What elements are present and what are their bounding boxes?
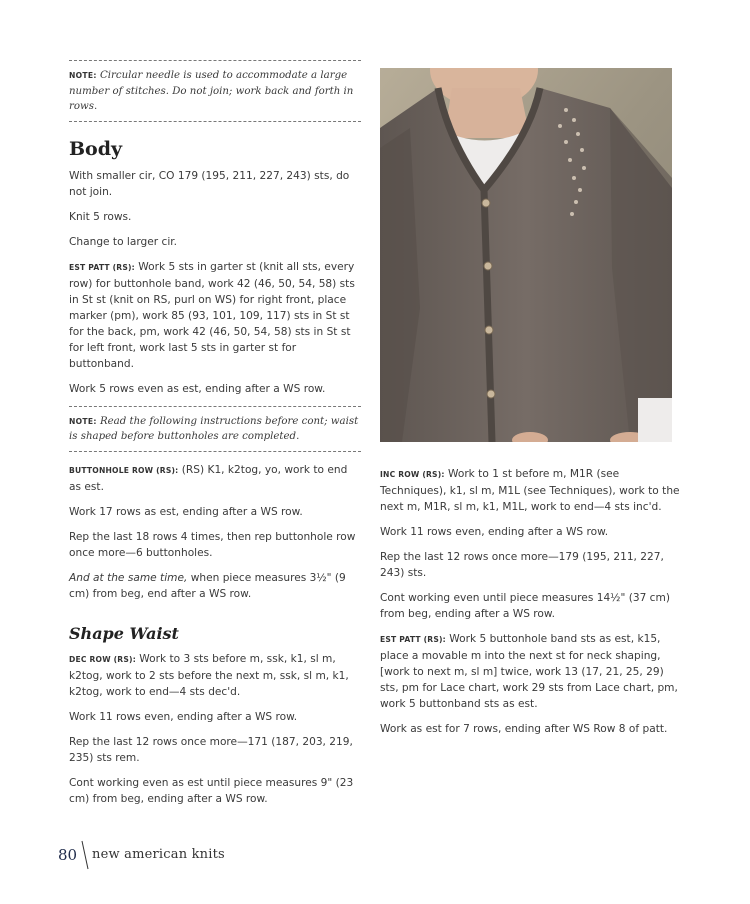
right-est-patt-text: Work 5 buttonhole band sts as est, k15, place a movable m into the next st for neck shaping, [work to next m, sl m] twice, work 13 (17, 21, 25, 29) sts, pm for Lace chart, work 29 sts from Lace chart, pm, work 5 buttonband sts as est. xyxy=(380,633,678,710)
est-patt-label: EST PATT (RS): xyxy=(69,262,135,272)
body-paragraph-1: With smaller cir, CO 179 (195, 211, 227, 243) sts, do not join. xyxy=(69,169,350,198)
buttonhole-row-label: BUTTONHOLE ROW (RS): xyxy=(69,465,179,475)
page-footer xyxy=(58,840,358,870)
buttonhole-paragraph-2: Work 17 rows as est, ending after a WS row. xyxy=(69,505,303,518)
note-read-instructions xyxy=(69,406,361,452)
section-heading-shape-waist: Shape Waist xyxy=(69,623,179,643)
waist-paragraph-2: Work 11 rows even, ending after a WS row. xyxy=(69,710,298,723)
waist-paragraph-3: Rep the last 12 rows once more—171 (187, 203, 219, 235) sts rem. xyxy=(69,735,353,764)
right-est-patt-paragraph xyxy=(380,631,680,712)
note-body: Read the following instructions before cont; waist is shaped before buttonholes are completed. xyxy=(69,415,359,442)
note-text xyxy=(69,414,361,445)
slash-divider-icon xyxy=(80,840,90,870)
cardigan-photo xyxy=(380,68,672,442)
dec-row-label: DEC ROW (RS): xyxy=(69,654,136,664)
body-paragraph-3: Change to larger cir. xyxy=(69,235,178,248)
dec-row-text: Work to 3 sts before m, ssk, k1, sl m, k2tog, work to 2 sts before the next m, ssk, sl m, k1, k2tog, work to end—4 sts dec'd. xyxy=(69,652,349,698)
inc-row-text: Work to 1 st before m, M1R (see Techniques), k1, sl m, M1L (see Techniques), work to the next m, M1R, sl m, k1, M1L, work to end—4 sts inc'd. xyxy=(380,468,680,513)
inc-row-paragraph xyxy=(380,466,680,515)
buttonhole-row-text: (RS) K1, k2tog, yo, work to end as est. xyxy=(69,463,348,493)
note-text xyxy=(69,68,361,115)
buttonhole-paragraph-4 xyxy=(69,570,361,602)
book-title: new american knits xyxy=(92,847,225,862)
section-heading-body: Body xyxy=(69,137,123,160)
buttonhole-row-paragraph xyxy=(69,462,361,495)
note-circular-needle xyxy=(69,60,361,122)
right-paragraph-4: Cont working even until piece measures 14½" (37 cm) from beg, ending after a WS row. xyxy=(380,592,670,620)
est-patt-text: Work 5 sts in garter st (knit all sts, every row) for buttonhole band, work 42 (46, 50, 54, 58) sts in St st (knit on RS, purl on WS) for right front, place marker (pm), work 85 (93, 101, 109, 117) sts in St st for the back, pm, work 42 (46, 50, 54, 58) sts in St st for left front, work last 5 sts in garter st for buttonband. xyxy=(69,260,355,370)
at-same-time-emphasis: And at the same time, xyxy=(69,571,188,584)
left-column xyxy=(69,60,361,816)
right-paragraph-3: Rep the last 12 rows once more—179 (195, 211, 227, 243) sts. xyxy=(380,551,664,579)
right-est-patt-label: EST PATT (RS): xyxy=(380,635,446,644)
body-paragraph-2: Knit 5 rows. xyxy=(69,210,132,223)
note-label: NOTE: xyxy=(69,416,97,426)
cardigan-illustration xyxy=(380,68,672,442)
right-paragraph-2: Work 11 rows even, ending after a WS row. xyxy=(380,526,609,538)
buttonhole-paragraph-3: Rep the last 18 rows 4 times, then rep buttonhole row once more—6 buttonholes. xyxy=(69,530,356,559)
body-paragraph-5: Work 5 rows even as est, ending after a WS row. xyxy=(69,382,326,395)
right-column xyxy=(380,466,680,746)
at-same-time-text: when piece measures 3½" (9 cm) from beg, end after a WS row. xyxy=(69,571,346,600)
inc-row-label: INC ROW (RS): xyxy=(380,470,445,479)
body-paragraph-est-patt xyxy=(69,259,361,372)
waist-paragraph-4: Cont working even as est until piece measures 9" (23 cm) from beg, ending after a WS row. xyxy=(69,776,354,805)
note-label: NOTE: xyxy=(69,71,97,80)
dec-row-paragraph xyxy=(69,651,361,700)
page-number: 80 xyxy=(58,846,78,864)
note-body: Circular needle is used to accommodate a large number of stitches. Do not join; work back and forth in rows. xyxy=(69,70,354,112)
right-paragraph-6: Work as est for 7 rows, ending after WS Row 8 of patt. xyxy=(380,723,668,735)
